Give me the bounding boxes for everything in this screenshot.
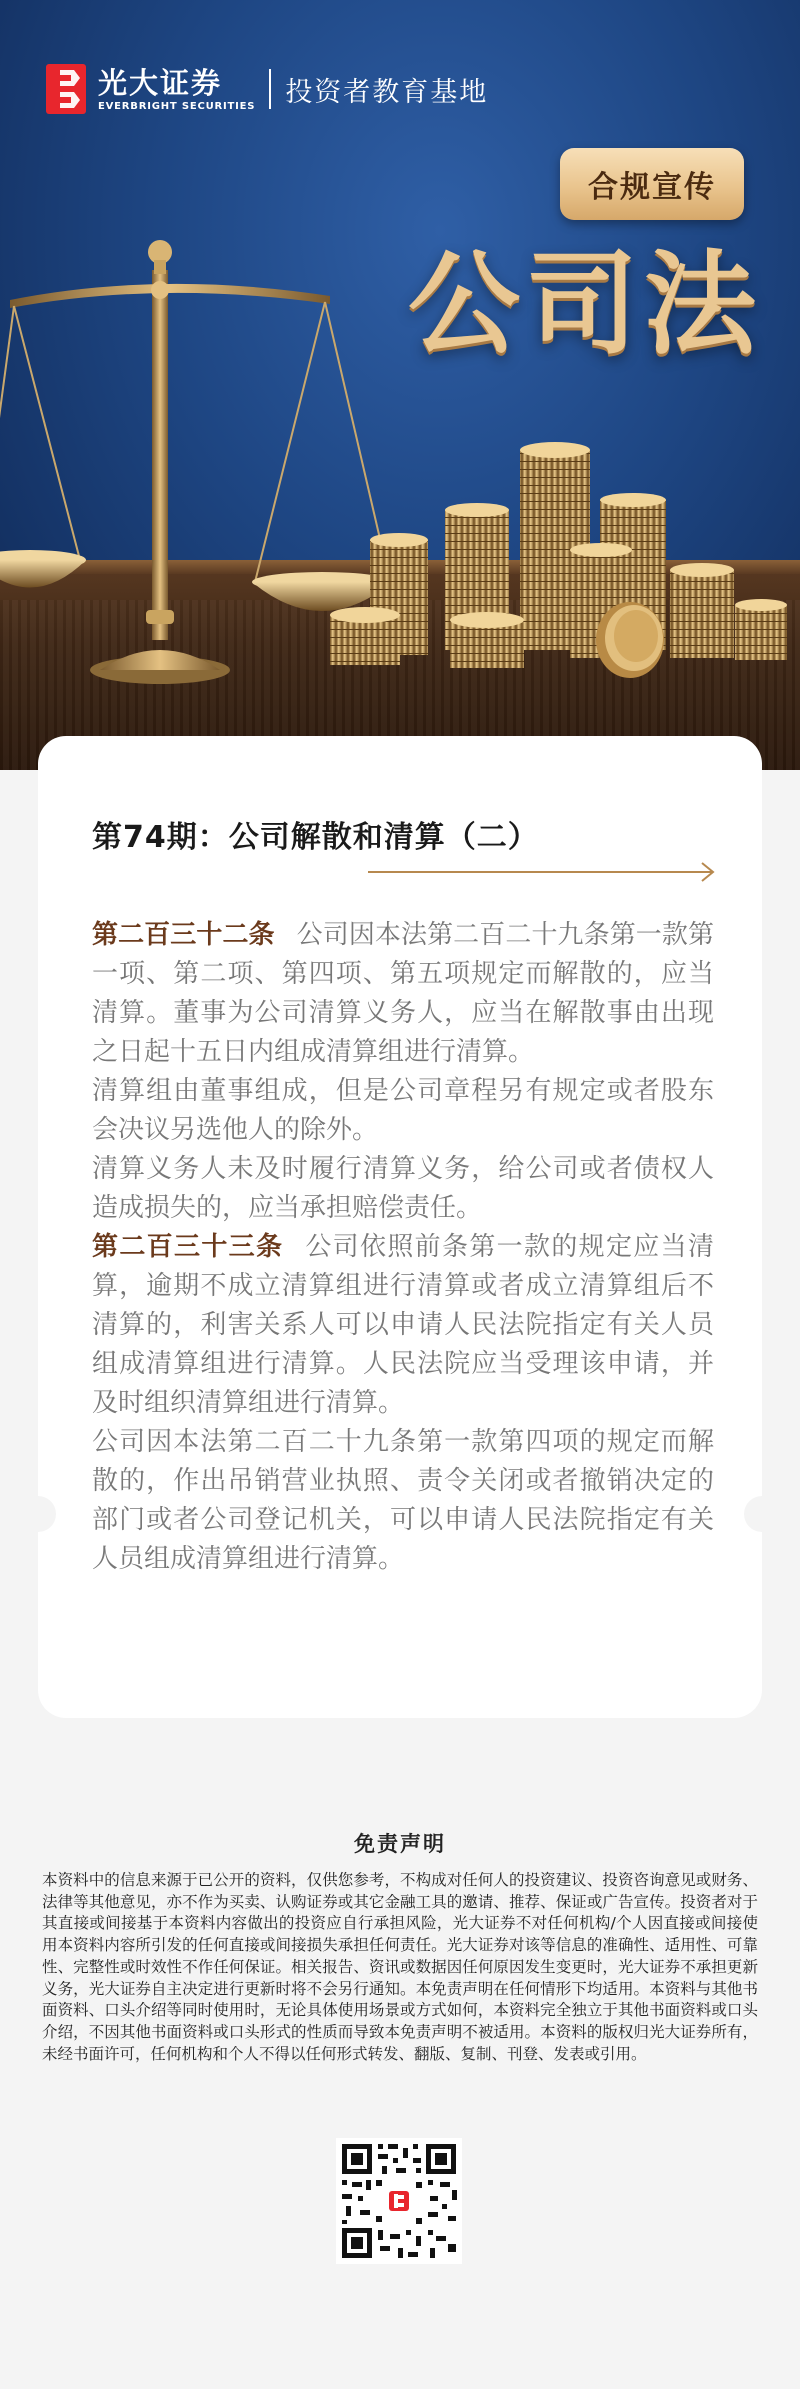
compliance-tag-label: 合规宣传 <box>588 170 716 205</box>
content-card <box>38 736 762 1718</box>
issue-title: 第74期：公司解散和清算（二） <box>92 820 539 855</box>
article-text: 清算义务人未及时履行清算义务，给公司或者债权人造成损失的，应当承担赔偿责任。 <box>92 1154 714 1223</box>
article-body <box>92 916 714 1579</box>
article-text: 公司因本法第二百二十九条第一款第一项、第二项、第四项、第五项规定而解散的，应当清算。董事为公司清算义务人，应当在解散事由出现之日起十五日内组成清算组进行清算。 <box>92 920 714 1067</box>
disclaimer-title: 免责声明 <box>354 1832 446 1856</box>
brand-logo <box>46 64 488 114</box>
article-text: 公司因本法第二百二十九条第一款第四项的规定而解散的，作出吊销营业执照、责令关闭或者撤销决定的部门或者公司登记机关，可以申请人民法院指定有关人员组成清算组进行清算。 <box>92 1427 714 1574</box>
arrow-right-icon <box>368 860 718 884</box>
hero-banner <box>0 0 800 770</box>
article-paragraph <box>92 1150 714 1228</box>
article-text: 公司依照前条第一款的规定应当清算，逾期不成立清算组进行清算或者成立清算组后不清算的，利害关系人可以申请人民法院指定有关人员组成清算组进行清算。人民法院应当受理该申请，并及时组织清算组进行清算。 <box>92 1232 714 1418</box>
brand-subtitle: 投资者教育基地 <box>285 76 489 108</box>
article-paragraph <box>92 1423 714 1579</box>
brand-name-en: EVERBRIGHT SECURITIES <box>98 100 256 112</box>
article-paragraph <box>92 1228 714 1423</box>
coin-stacks-icon <box>330 430 790 680</box>
everbright-logo-icon <box>46 64 86 114</box>
article-text: 清算组由董事组成，但是公司章程另有规定或者股东会决议另选他人的除外。 <box>92 1076 714 1145</box>
article-number: 第二百三十二条 <box>92 920 275 950</box>
compliance-tag <box>560 148 744 220</box>
qr-code-icon[interactable] <box>336 2138 462 2264</box>
article-paragraph <box>92 1072 714 1150</box>
article-number: 第二百三十三条 <box>92 1232 284 1262</box>
disclaimer-text: 本资料中的信息来源于已公开的资料，仅供您参考，不构成对任何人的投资建议、投资咨询意见或财务、法律等其他意见，亦不作为买卖、认购证券或其它金融工具的邀请、推荐、保证或广告宣传。投资者对于其直接或间接基于本资料内容做出的投资应自行承担风险，光大证券不对任何机构/个人因直接或间接使用本资料内容所引发的任何直接或间接损失承担任何责任。光大证券对该等信息的准确性、适用性、可靠性、完整性或时效性不作任何保证。相关报告、资讯或数据因任何原因发生变更时，光大证券不承担更新义务，光大证券自主决定进行更新时将不会另行通知。本免责声明在任何情形下均适用。本资料与其他书面资料、口头介绍等同时使用时，无论具体使用场景或方式如何，本资料完全独立于其他书面资料或口头介绍，不因其他书面资料或口头形式的性质而导致本免责声明不被适用。本资料的版权归光大证券所有，未经书面许可，任何机构和个人不得以任何形式转发、翻版、复制、刊登、发表或引用。 <box>42 1871 758 2063</box>
logo-divider <box>269 69 271 109</box>
article-paragraph <box>92 916 714 1072</box>
hero-title: 公司法 <box>408 239 762 370</box>
brand-name: 光大证券 <box>98 65 223 100</box>
